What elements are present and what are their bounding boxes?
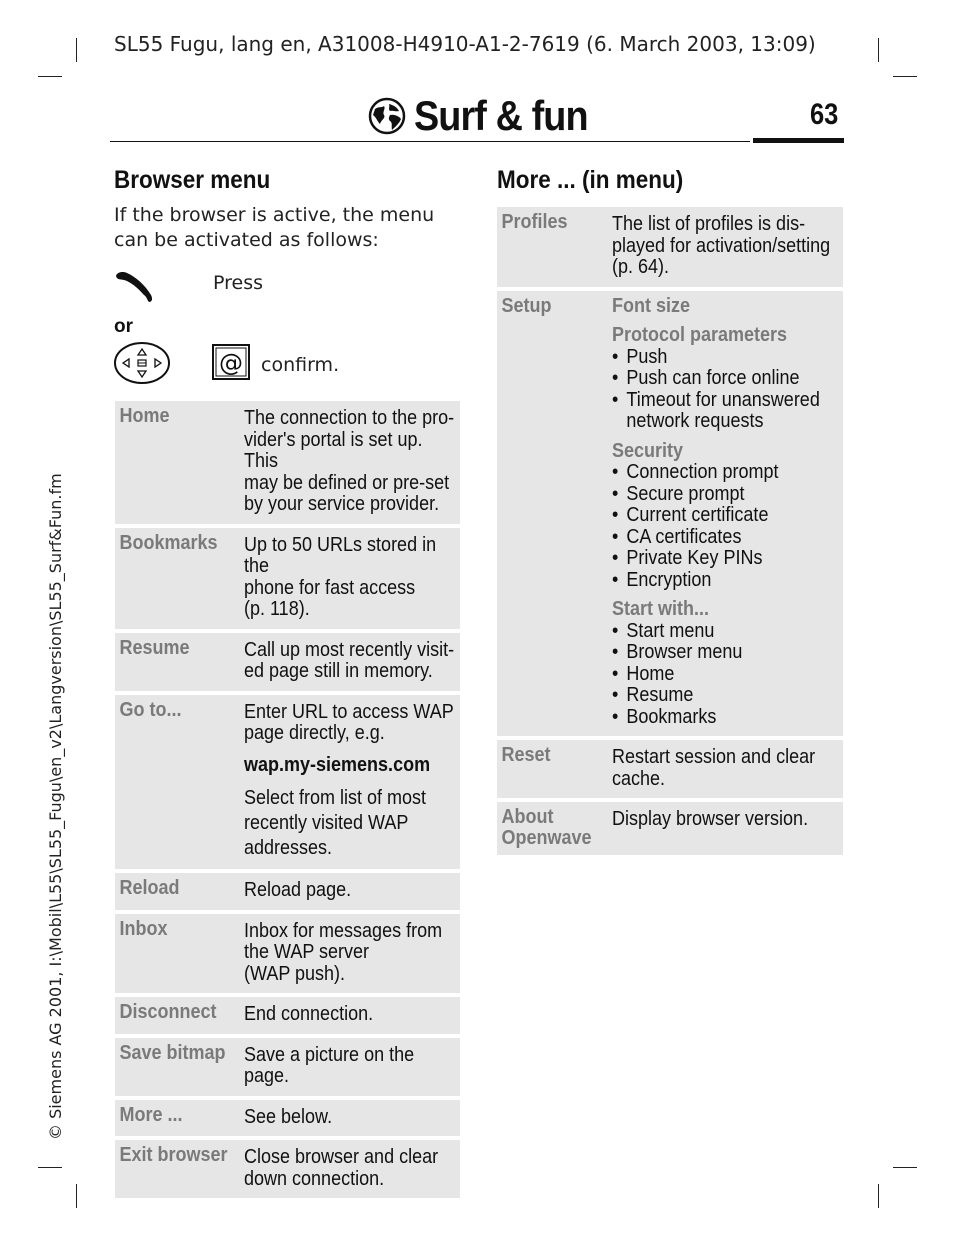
menu-term	[497, 802, 601, 849]
side-file-path-note: © Siemens AG 2001, I:\Mobil\L55\SL55_Fugu\en_v2\Langversion\SL55_Surf&Fun.fm	[46, 473, 65, 1140]
desc-line: page directly, e.g.	[244, 722, 385, 744]
or-label: or	[114, 316, 133, 337]
list-item: • CA certificates	[612, 527, 837, 549]
running-header: SL55 Fugu, lang en, A31008-H4910-A1-2-7619 (6. March 2003, 13:09)	[114, 32, 816, 56]
title-bar	[110, 86, 844, 146]
menu-description	[244, 914, 460, 994]
start-with-list	[612, 621, 837, 729]
term-line: Openwave	[501, 827, 592, 849]
menu-row-setup	[497, 291, 843, 741]
desc-line: Enter URL to access WAP	[244, 700, 454, 723]
menu-description	[244, 997, 460, 1034]
menu-term: Setup	[501, 294, 552, 317]
desc-line: ed page still in memory.	[244, 660, 433, 682]
menu-term: Home	[119, 405, 170, 427]
menu-term: Exit browser	[119, 1144, 228, 1166]
menu-row-exit-browser	[115, 1140, 460, 1202]
desc-line: by your service provider.	[244, 493, 440, 515]
menu-description	[244, 401, 460, 524]
desc-line: The list of profiles is dis-	[612, 213, 806, 235]
desc-line: the WAP server	[244, 941, 370, 963]
crop-mark	[878, 38, 879, 62]
crop-mark	[76, 1184, 77, 1208]
menu-row-disconnect	[115, 997, 460, 1038]
desc-line: down connection.	[244, 1167, 385, 1190]
menu-row-more	[115, 1100, 460, 1141]
desc-line: (WAP push).	[244, 962, 346, 985]
list-item: • Timeout for unanswered network requests	[612, 390, 837, 433]
setup-start-with: Start with...	[612, 598, 710, 620]
list-item: • Push can force online	[612, 368, 837, 390]
desc-line: Select from list of most recently visited WAP addresses.	[244, 787, 427, 859]
list-item: • Push	[612, 347, 837, 369]
desc-line: (p. 118).	[244, 598, 310, 620]
crop-mark	[893, 1167, 917, 1168]
menu-row-go-to	[115, 695, 460, 874]
list-item: • Current certificate	[612, 505, 837, 527]
list-item: • Private Key PINs	[612, 548, 837, 570]
desc-line: Restart session and clear	[612, 746, 816, 768]
menu-row-about-openwave	[497, 802, 843, 859]
menu-term: Reload	[119, 877, 180, 899]
menu-description	[612, 802, 837, 849]
list-item: • Resume	[612, 685, 837, 707]
desc-line: Display browser version.	[612, 808, 809, 830]
globe-icon	[368, 97, 406, 135]
page-title: Surf & fun	[414, 92, 588, 139]
desc-line: (p. 64).	[612, 256, 670, 278]
setup-security: Security	[612, 439, 684, 462]
page-number-rule	[753, 138, 844, 143]
menu-term: Save bitmap	[119, 1041, 226, 1064]
term-line: About	[501, 806, 554, 828]
menu-term: Disconnect	[119, 1001, 217, 1023]
menu-row-save-bitmap	[115, 1038, 460, 1100]
menu-description	[244, 633, 460, 691]
menu-row-profiles	[497, 207, 843, 291]
browser-menu-intro: If the browser is active, the menu can be activated as follows:	[114, 204, 435, 251]
crop-mark	[76, 38, 77, 62]
menu-term: Go to...	[119, 698, 182, 721]
phone-key-icon	[114, 270, 156, 304]
menu-description	[244, 1140, 460, 1198]
title-rule	[110, 141, 750, 142]
example-url: wap.my-siemens.com	[244, 753, 431, 776]
menu-description	[244, 528, 460, 629]
svg-text:@: @	[219, 349, 243, 377]
desc-line: played for activation/setting	[612, 234, 831, 257]
browser-menu-heading: Browser menu	[114, 166, 271, 194]
menu-description	[612, 291, 837, 737]
desc-line: End connection.	[244, 1003, 374, 1025]
menu-description	[244, 695, 460, 870]
crop-mark	[38, 76, 62, 77]
browser-menu-table	[115, 401, 460, 1202]
title-group	[368, 92, 607, 140]
menu-row-resume	[115, 633, 460, 695]
list-item: • Secure prompt	[612, 484, 837, 506]
menu-term: Reset	[501, 744, 551, 766]
menu-description	[244, 1038, 460, 1096]
menu-row-reset	[497, 740, 843, 802]
list-item: • Start menu	[612, 621, 837, 643]
desc-line: Up to 50 URLs stored in the	[244, 533, 437, 577]
menu-row-inbox	[115, 914, 460, 998]
menu-description	[612, 207, 837, 287]
desc-line: The connection to the pro-	[244, 407, 455, 429]
list-item: • Encryption	[612, 570, 837, 592]
crop-mark	[893, 76, 917, 77]
page-number: 63	[810, 98, 839, 131]
desc-line: Close browser and clear	[244, 1146, 439, 1168]
setup-protocol-parameters: Protocol parameters	[612, 324, 788, 346]
desc-line: phone for fast access	[244, 576, 416, 599]
security-list	[612, 462, 837, 591]
press-label: Press	[213, 272, 264, 294]
menu-row-home	[115, 401, 460, 528]
menu-term: Resume	[119, 636, 190, 659]
menu-term: Bookmarks	[119, 531, 218, 554]
desc-line: Inbox for messages from	[244, 919, 443, 942]
desc-line: See below.	[244, 1105, 333, 1128]
menu-term: More ...	[119, 1103, 183, 1126]
menu-row-bookmarks	[115, 528, 460, 633]
menu-term: Profiles	[501, 211, 568, 233]
desc-line: may be defined or pre-set	[244, 471, 450, 494]
menu-row-reload	[115, 873, 460, 914]
crop-mark	[878, 1184, 879, 1208]
menu-description	[612, 740, 837, 798]
setup-font-size: Font size	[612, 294, 691, 317]
protocol-list	[612, 347, 837, 433]
crop-mark	[38, 1167, 62, 1168]
desc-line: cache.	[612, 767, 666, 790]
desc-line: Save a picture on the page.	[244, 1043, 415, 1087]
desc-line: Reload page.	[244, 879, 352, 901]
more-menu-heading: More ... (in menu)	[497, 166, 684, 194]
more-menu-table	[497, 207, 843, 859]
list-item: • Browser menu	[612, 642, 837, 664]
list-item: • Bookmarks	[612, 707, 837, 729]
menu-description	[244, 1100, 460, 1137]
list-item: • Home	[612, 664, 837, 686]
navigation-key-icon	[113, 341, 171, 385]
list-item: • Connection prompt	[612, 462, 837, 484]
menu-description	[244, 873, 460, 910]
menu-term: Inbox	[119, 917, 168, 940]
desc-line: vider's portal is set up. This	[244, 428, 423, 472]
desc-line: Call up most recently visit-	[244, 638, 455, 661]
at-key-icon	[212, 344, 250, 380]
confirm-label: confirm.	[261, 354, 340, 376]
